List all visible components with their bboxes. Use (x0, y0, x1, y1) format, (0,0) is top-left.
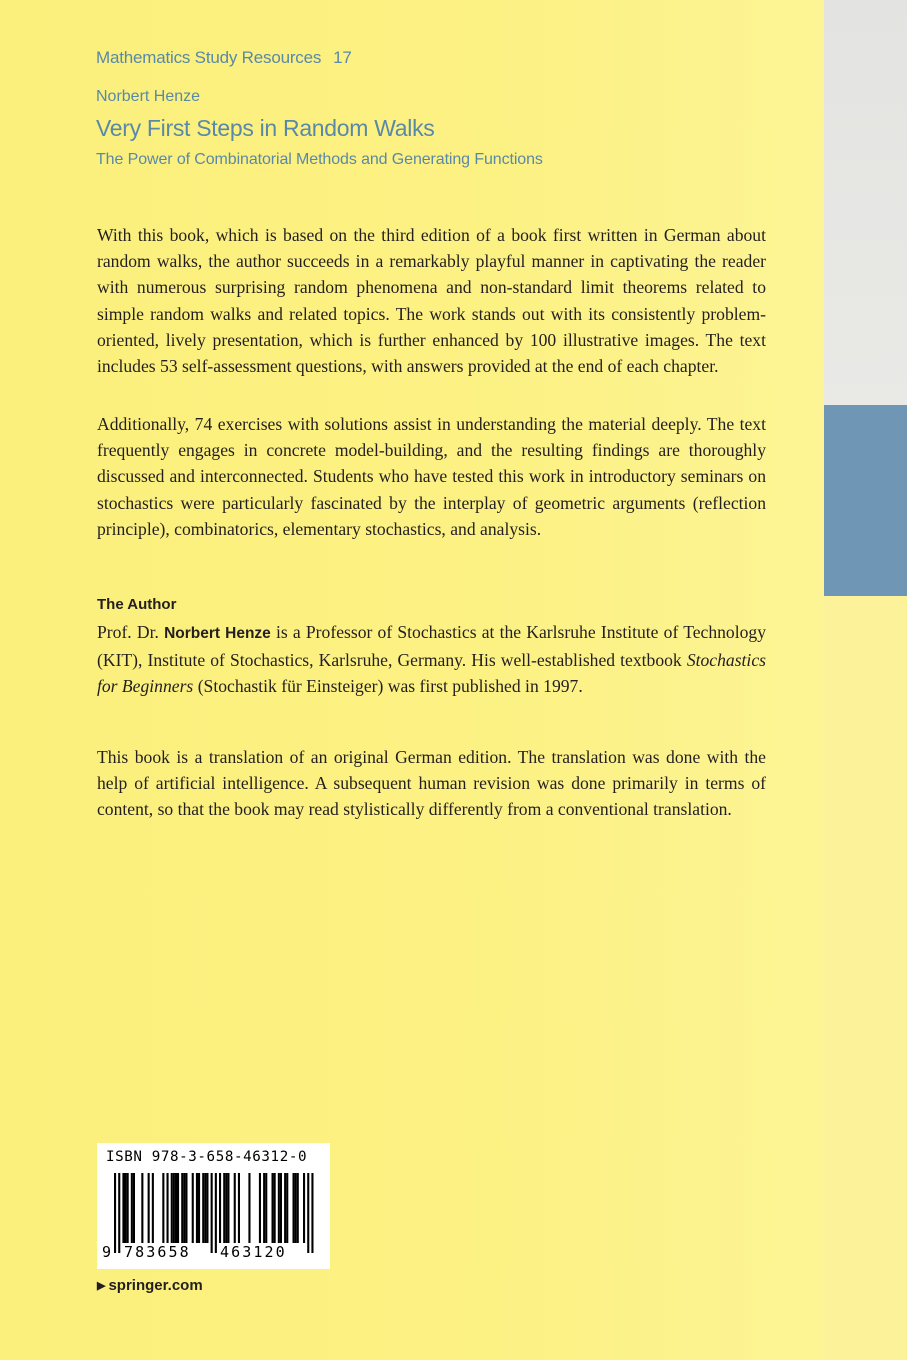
side-strip-gray (824, 0, 907, 405)
barcode-bar (171, 1173, 173, 1243)
barcode-bar (215, 1173, 217, 1253)
barcode-bar (297, 1173, 299, 1243)
barcode-bar (148, 1173, 150, 1243)
barcode-bar (311, 1173, 313, 1253)
author-bio-text: is a Professor of Stochastics at the Karlsruhe Institute of Technology (KIT), Institute of Stochastics, Karlsruhe, Germany. His well-established textbook (97, 622, 766, 671)
barcode-bar (167, 1173, 169, 1243)
barcode-bar (280, 1173, 282, 1243)
isbn-label: ISBN 978-3-658-46312-0 (106, 1149, 308, 1165)
translation-note: This book is a translation of an original German edition. The translation was done with the help of artificial intelligence. A subsequent human revision was done primarily in terms of content, so that the book may read stylistically differently from a conventional translation. (97, 747, 766, 820)
barcode-bar (127, 1173, 129, 1243)
barcode-bars (107, 1173, 320, 1253)
barcode-bar (185, 1173, 187, 1243)
series-volume: 17 (333, 48, 352, 67)
barcode-bar (259, 1173, 261, 1243)
barcode-bar (278, 1173, 280, 1243)
barcode-bar (307, 1173, 309, 1253)
author-book-title: Stochastics for Beginners (97, 650, 766, 697)
barcode-bar (286, 1173, 288, 1243)
ean-left-digits: 783658 (124, 1243, 191, 1261)
author-bio-text-2: (Stochastik für Einsteiger) was first published in 1997. (197, 676, 583, 697)
barcode-bar (152, 1173, 154, 1243)
barcode-bar (272, 1173, 274, 1243)
barcode-bar (202, 1173, 204, 1243)
barcode-bar (183, 1173, 185, 1243)
barcode-bar (181, 1173, 183, 1243)
barcode-bar (227, 1173, 229, 1243)
barcode-bar (225, 1173, 227, 1243)
barcode-bar (265, 1173, 267, 1243)
book-subtitle: The Power of Combinatorial Methods and Generating Functions (96, 151, 543, 168)
publisher-link[interactable] (97, 1277, 203, 1294)
barcode-bar (284, 1173, 286, 1243)
barcode-bar (293, 1173, 295, 1243)
barcode-bar (162, 1173, 164, 1243)
barcode-bar (141, 1173, 143, 1243)
barcode-bar (196, 1173, 198, 1243)
series-title (96, 48, 352, 68)
barcode-bar (204, 1173, 206, 1243)
barcode-bar (211, 1173, 213, 1253)
barcode-bar (223, 1173, 225, 1243)
barcode-bar (303, 1173, 305, 1243)
arrow-right-icon: ▶ (97, 1280, 106, 1292)
barcode-bar (173, 1173, 175, 1243)
barcode-bar (234, 1173, 236, 1243)
barcode-bar (192, 1173, 194, 1243)
isbn-barcode (97, 1143, 330, 1269)
author-bio (97, 619, 766, 700)
series-name: Mathematics Study Resources (96, 48, 322, 67)
author-heading: The Author (97, 596, 177, 613)
barcode-bar (131, 1173, 133, 1243)
description-paragraph: Additionally, 74 exercises with solutions assist in understanding the material deeply. The text frequently engages in concrete model-building, and the resulting findings are thoroughly discussed and interconnected. Students who have tested this work in introductory seminars on stochastics were particularly fascinated by the interplay of geometric arguments (reflection principle), combinatorics, elementary stochastics, and analysis. (97, 414, 766, 539)
barcode-bar (175, 1173, 177, 1243)
barcode-bar (206, 1173, 208, 1243)
author-bio-name: Norbert Henze (164, 625, 271, 642)
description-paragraph: With this book, which is based on the third edition of a book first written in German about random walks, the author succeeds in a remarkably playful manner in captivating the reader with numerous surprising random phenomena and non-standard limit theorems related to simple random walks and related topics. The work stands out with its consistently problem-oriented, lively presentation, which is further enhanced by 100 illustrative images. The text includes 53 self-assessment questions, with answers provided at the end of each chapter. (97, 225, 766, 377)
author-prefix: Prof. Dr. (97, 622, 159, 642)
barcode-bar (248, 1173, 250, 1243)
side-strip-blue (824, 405, 907, 596)
barcode-bar (274, 1173, 276, 1243)
barcode-bar (122, 1173, 124, 1243)
barcode-bar (238, 1173, 240, 1243)
barcode-bar (118, 1173, 120, 1253)
ean-right-digits: 463120 (220, 1243, 287, 1261)
barcode-bar (125, 1173, 127, 1243)
barcode-bar (263, 1173, 265, 1243)
barcode-bar (198, 1173, 200, 1243)
barcode-bar (295, 1173, 297, 1243)
barcode-bar (133, 1173, 135, 1243)
barcode-bar (219, 1173, 221, 1243)
author-name: Norbert Henze (96, 88, 201, 105)
book-title: Very First Steps in Random Walks (96, 115, 435, 141)
ean-digits (97, 1243, 330, 1263)
barcode-bar (114, 1173, 116, 1253)
ean-first-digit: 9 (102, 1243, 112, 1261)
publisher-url: springer.com (108, 1277, 203, 1294)
barcode-bar (177, 1173, 179, 1243)
